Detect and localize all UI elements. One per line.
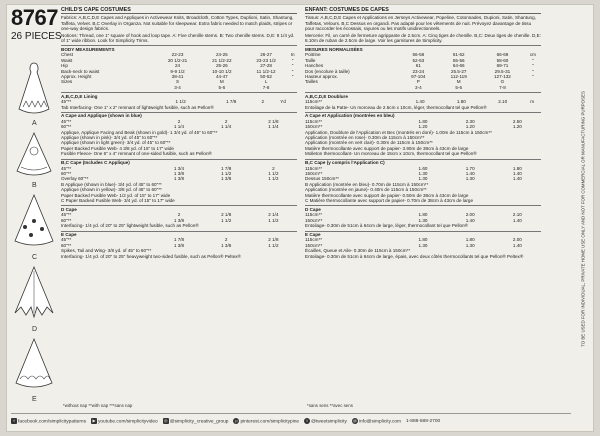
english-nap-legend: *without nap **with nap ***sans nap: [63, 403, 133, 408]
yardage-section-title: A Cape et Application (montrées en bleu): [305, 112, 541, 119]
table-cell: Approx. Height: [61, 73, 92, 79]
cape-c-drawing: [11, 191, 57, 261]
yardage-note: Matière thermocollante avec support de papier- 3.90m de 38cm à 43cm de large: [305, 145, 469, 151]
yardage-table: [305, 166, 541, 182]
table-cell: 2: [261, 99, 265, 105]
youtube-link[interactable]: ▶ youtube.com/simplicityvideo: [92, 417, 158, 425]
yardage-note: Application (montrée en vert clair)- 0.30m de 115cm à 150cm**: [305, 140, 433, 146]
table-cell: 1 1/4: [221, 124, 232, 130]
table-cell: 21 1/2-22: [212, 57, 232, 63]
table-cell: 1 3/8: [173, 176, 185, 182]
pattern-number: 8767: [11, 5, 58, 30]
table-cell: 1.40: [512, 176, 522, 182]
table-cell: 1.30: [418, 242, 428, 248]
french-column: [305, 7, 541, 259]
table-cell: 1.30: [418, 170, 428, 176]
table-cell: Back-neck to waist: [61, 68, 100, 74]
yardage-note: Application (montrée en jaune)- 0.40m de 115cm à 150cm**: [305, 187, 427, 193]
french-nap-legend: *sans sens **avec sens: [307, 403, 353, 408]
table-cell: 1.70: [465, 165, 475, 171]
table-cell: 1 7/8: [221, 165, 232, 171]
english-fabrics: Fabrics: A,B,C,D,E Capes and Appliques in Activewear Knits, Broadcloth, Cotton Types, Duplioni, Satin, Shantung, Taffeta, Velvet. B,C Overlay in Organza. Not suitable for sleepwear. Extra fabric needed to match plaids, stripes or one-way design fabrics.: [61, 15, 294, 32]
table-cell: Taille: [305, 57, 316, 63]
table-row: [305, 85, 541, 90]
english-column: [61, 7, 297, 259]
table-cell: 60"**: [61, 242, 72, 248]
table-cell: 1.80: [418, 118, 428, 124]
table-cell: 2: [177, 118, 181, 124]
table-cell: 61: [415, 63, 421, 69]
table-cell: 2 1/8: [221, 212, 232, 218]
table-cell: Yd: [280, 99, 286, 105]
table-cell: 61-62: [452, 52, 465, 58]
table-cell: 2: [224, 237, 228, 243]
yardage-note: Écailles, Queue et Aile- 0.30m de 115cm à 150cm**: [305, 248, 411, 254]
yardage-section-title: A,B,C,D,E Lining: [61, 92, 297, 99]
table-cell: 1 3/8: [221, 242, 232, 248]
table-cell: 11 1/2-12: [256, 68, 276, 74]
email-link[interactable]: @ info@simplicity.com: [352, 417, 402, 425]
social-footer: [11, 413, 571, 428]
cape-figure-d: [11, 263, 57, 333]
side-legal-text: [575, 15, 591, 423]
table-row: [61, 85, 297, 90]
english-body-table: [61, 52, 297, 90]
yardage-note: C Paper Backed Fusible Web- 3/4 yd. of 15" to 17" wide: [61, 198, 175, 203]
table-cell: 1 3/8: [221, 176, 232, 182]
table-cell: 9-9 1/2: [170, 68, 185, 74]
table-cell: 2: [272, 165, 275, 171]
french-title: ENFANT: COSTUMES DE CAPES: [305, 7, 541, 14]
pinterest-link[interactable]: p pinterest.com/simplicitypine: [235, 417, 300, 425]
yardage-note: Application, Doublure de l'Application et Bec (montrés en doré)- 1.00m de 115cm à 150cm**: [305, 129, 492, 135]
table-cell: ": [291, 73, 294, 79]
table-cell: 1 7/8: [173, 237, 185, 243]
table-cell: 1.30: [465, 242, 475, 248]
yardage-table: [61, 119, 297, 130]
yardage-table: [61, 212, 297, 223]
french-fabrics: Tissus: A,B,C,D,E Capes et Applications en Jerseys Activewear, Popeline, Cotonnades, Dupioni, Satin, Shantung, Taffetas, Velours. B,C Dessus en organdi. Pas adapté pour les vêtements de nuit. Prévoyez davantage de tissu pour raccorder les écossais, rayures ou les motifs unidirectionnels.: [305, 15, 536, 32]
table-cell: ": [532, 73, 534, 79]
yardage-note: Entoilage de la Patte- Un morceau de 2.5cm x 10cm, léger, thermocollant tel que Pellon®: [305, 104, 487, 110]
side-legal-line: TO BE USED FOR INDIVIDUAL, PRIVATE HOME USE ONLY AND NOT FOR COMMERCIAL OR MANUFACTURING PURPOSES: [580, 91, 586, 347]
table-cell: 1 1/2: [268, 217, 279, 223]
table-cell: Hanches: [305, 63, 324, 69]
table-cell: 69-71: [496, 63, 509, 69]
table-cell: 1.30: [465, 176, 475, 182]
table-cell: 1 1/4: [268, 124, 279, 130]
french-notions: Mercerie: Fil, un carré de fermeture agrippante de 2.5cm. A: Cinq tiges de chenille. B,C: Deux tiges de chenille. D,E: 8.10m de ruban de 2.5cm de large. Voir les garnitures de Simplicity.: [305, 32, 541, 44]
yardage-note: Interfacing- 1/4 yd. of 20" to 25" heavyweight two-sided fusible, such as Pellon® Peltex®: [61, 253, 241, 259]
french-body-title: MESURES NORMALISÉES: [305, 45, 541, 52]
cape-d-drawing: [11, 263, 57, 333]
table-cell: 1 1/2: [221, 170, 232, 176]
table-cell: [288, 85, 297, 90]
table-cell: 2: [224, 118, 228, 124]
table-cell: 66-69: [496, 52, 509, 58]
table-cell: 1.40: [465, 217, 475, 223]
table-cell: 2.30: [465, 118, 475, 124]
table-cell: 1.20: [512, 124, 522, 130]
table-cell: Dessus 150cm**: [305, 176, 339, 182]
figure-label-d: D: [32, 326, 38, 333]
table-cell: cm: [529, 52, 536, 58]
english-notions: Notions: Thread, one 1" square of hook and loop tape. A: Five chenille stems. B: Two chenille stems. D,E: 8 1/4 yd. of 1" wide ribbon. Look for Simplicity Trims.: [61, 32, 295, 44]
table-cell: 150cm**: [305, 170, 323, 176]
pinterest-icon: p: [235, 417, 238, 423]
phone-number: 1-888-588-2700: [406, 418, 441, 424]
table-cell: 23-23 1/2: [256, 57, 276, 63]
yardage-section-title: A Cape and Applique (shown in blue): [61, 112, 297, 119]
table-cell: 25.5-27: [450, 68, 467, 74]
yardage-note: Tab Interfacing- One 1" x 2" remnant of lightweight fusible, such as Pellon®: [61, 104, 214, 110]
yardage-section-title: D Cape: [61, 205, 297, 212]
table-cell: 64-66: [452, 63, 465, 69]
table-cell: 1.80: [512, 165, 522, 171]
yardage-note: Paper Backed Fusible Web- 4 3/8 yd. of 15" to 17" wide: [61, 145, 174, 151]
table-cell: 2.10: [498, 99, 508, 105]
table-cell: 3-4: [415, 84, 422, 90]
table-cell: 150cm**: [305, 242, 323, 248]
yardage-note: C Matière thermocollante avec support de papier- 0.70m de 38cm à 43cm de large: [305, 198, 474, 203]
table-cell: 45"**: [61, 165, 72, 171]
table-cell: Hip: [61, 63, 68, 69]
yardage-section-title: B,C Cape (Includes C Applique): [61, 159, 297, 166]
figure-label-c: C: [32, 254, 38, 261]
table-cell: 58-60: [496, 57, 509, 63]
table-cell: 55-56: [452, 57, 465, 63]
instagram-icon: ◎: [163, 417, 168, 423]
piece-count: 26 PIECES: [11, 31, 62, 42]
figure-label-e: E: [32, 396, 37, 403]
table-cell: 45"**: [61, 237, 72, 243]
cape-figure-e: [11, 335, 57, 405]
email-icon: @: [352, 417, 357, 423]
table-cell: 1 1/2: [268, 170, 279, 176]
table-cell: 24-25: [215, 52, 228, 58]
table-cell: 2.00: [512, 237, 522, 243]
table-cell: Hauteur approx.: [305, 73, 338, 79]
table-cell: 2 1/8: [268, 118, 279, 124]
facebook-icon: f: [11, 418, 17, 424]
table-cell: Overlay 60"**: [61, 176, 89, 182]
yardage-note: Application (montrée en rose)- 0.30m de 115cm à 150cm**: [305, 135, 425, 141]
table-cell: M: [219, 79, 224, 85]
table-cell: 1 7/8: [226, 99, 237, 105]
yardage-section-title: D Cape: [305, 205, 541, 212]
english-title: CHILD'S CAPE COSTUMES: [61, 7, 297, 14]
table-cell: 56-58: [412, 52, 425, 58]
yardage-table: [305, 212, 541, 223]
table-cell: 27-28: [260, 63, 272, 69]
table-cell: 115cm**: [305, 118, 323, 124]
table-cell: 26-27: [260, 52, 272, 58]
table-cell: Waist: [61, 57, 73, 63]
table-cell: ": [291, 68, 294, 74]
table-cell: 115cm**: [305, 212, 323, 218]
table-cell: 5-6: [218, 84, 226, 90]
table-cell: 1 1/2: [221, 217, 232, 223]
table-cell: 20 1/2-21: [167, 57, 188, 63]
table-cell: Poitrine: [305, 52, 321, 58]
table-cell: 2 1/8: [268, 237, 279, 243]
table-cell: 115cm**: [305, 237, 323, 243]
yardage-section-title: E Cape: [61, 231, 297, 238]
table-cell: 23-24: [412, 68, 425, 74]
table-cell: 1 3/8: [173, 217, 185, 223]
table-cell: 1.20: [465, 124, 475, 130]
table-cell: Sizes: [61, 79, 73, 85]
table-cell: 29.5-31: [494, 68, 511, 74]
table-cell: 115cm**: [305, 165, 323, 171]
table-cell: 7-8: [262, 84, 270, 90]
table-cell: 1.40: [512, 170, 522, 176]
table-cell: m: [530, 99, 535, 105]
yardage-note: Paper Backed Fusible Web- 1/2 yd. of 15" to 17" wide: [61, 192, 171, 198]
table-cell: 24: [174, 63, 181, 69]
youtube-icon: ▶: [92, 417, 96, 423]
yardage-note: Interfacing- 1/4 yd. of 20" to 25" lightweight fusible, such as Pellon®: [61, 223, 199, 229]
yardage-table: [61, 237, 297, 248]
table-cell: 97-104: [411, 73, 426, 79]
table-cell: 1 3/8: [173, 170, 185, 176]
pattern-envelope-back: [6, 4, 594, 432]
yardage-note: Fusible Fleece- One 6" x 4" remnant of one-sided fusible, such as Pellon®: [61, 151, 212, 157]
table-cell: ": [532, 63, 534, 69]
table-cell: Tailles: [305, 79, 318, 85]
table-cell: 1.40: [512, 217, 522, 223]
yardage-note: Applique (shown in pink)- 3/4 yd. of 45" to 60"**: [61, 135, 158, 141]
table-cell: 1.40: [415, 99, 425, 105]
table-cell: 1.80: [418, 212, 428, 218]
table-cell: 1 1/2: [268, 242, 279, 248]
yardage-table: [305, 237, 541, 248]
table-cell: 45"**: [61, 99, 72, 105]
table-cell: 2.00: [465, 212, 475, 218]
table-cell: 127-132: [494, 73, 511, 79]
table-cell: 2: [177, 212, 181, 218]
table-cell: Chest: [61, 52, 74, 58]
yardage-note: Entoilage- 0.30m de 51cm à 64cm de large, épais, avec deux côtés thermocollants tel que Pellon® Peltex®: [305, 253, 524, 259]
table-cell: 1.30: [418, 217, 428, 223]
french-body-table: [305, 52, 541, 90]
table-cell: 1 3/4: [173, 165, 185, 171]
table-cell: M: [456, 79, 461, 85]
yardage-table: [305, 119, 541, 130]
table-cell: In: [290, 52, 295, 58]
table-cell: 1.30: [418, 176, 428, 182]
table-cell: [525, 85, 541, 90]
yardage-note: Applique (shown in yellow)- 3/8 yd. of 45" to 60"**: [61, 187, 162, 193]
french-yardage: [305, 92, 541, 259]
table-cell: ": [532, 68, 534, 74]
yardage-note: B Applique (shown in blue)- 3/4 yd. of 45" to 60"**: [61, 181, 162, 187]
cape-figure-b: [11, 129, 57, 189]
table-cell: 150cm**: [305, 124, 323, 130]
twitter-icon: t: [304, 418, 310, 424]
cape-a-drawing: [11, 57, 57, 127]
table-cell: ": [291, 57, 294, 63]
cape-e-drawing: [11, 335, 57, 405]
table-cell: Dos (encolure à taille): [305, 68, 350, 74]
table-cell: G: [500, 79, 505, 85]
table-cell: 1 1/2: [175, 99, 186, 105]
table-cell: 3-4: [174, 84, 181, 90]
table-cell: 1.20: [418, 124, 428, 130]
cape-b-drawing: [11, 129, 57, 189]
table-cell: 7-8: [499, 84, 506, 90]
table-cell: 150cm**: [305, 217, 323, 223]
table-cell: 5-6: [455, 84, 463, 90]
yardage-section-title: E Cape: [305, 231, 541, 238]
table-cell: 38-41: [171, 73, 184, 79]
table-cell: 1 1/4: [173, 124, 185, 130]
table-cell: 1.40: [512, 242, 522, 248]
table-cell: ": [532, 57, 534, 63]
table-cell: 2.10: [512, 212, 522, 218]
figure-label-a: A: [32, 120, 37, 127]
yardage-note: Entoilage- 0.30m de 51cm à 64cm de large, léger, thermocollant tel que Pellon®: [305, 223, 468, 229]
table-cell: 60"**: [61, 217, 72, 223]
table-cell: 10-10 1/2: [212, 68, 232, 74]
table-cell: 45"**: [61, 212, 72, 218]
table-cell: 50-52: [260, 73, 272, 79]
table-cell: 45"**: [61, 118, 72, 124]
yardage-section-title: A,B,C,D,E Doublure: [305, 92, 541, 99]
table-cell: 1.80: [465, 237, 475, 243]
table-cell: 1.60: [418, 165, 428, 171]
table-cell: ": [291, 63, 294, 69]
table-cell: 1.80: [456, 99, 466, 105]
table-cell: 1 3/8: [173, 242, 185, 248]
english-yardage: [61, 92, 297, 259]
english-body-title: BODY MEASUREMENTS: [61, 45, 297, 52]
yardage-table: [61, 166, 297, 182]
table-cell: 2.50: [512, 118, 522, 124]
yardage-note: Spikes, Tail and Wing- 3/8 yd. of 45" to 60"**: [61, 248, 152, 254]
table-cell: [61, 85, 155, 90]
table-cell: 60"**: [61, 124, 72, 130]
yardage-note: Applique, Applique Facing and Beak (shown in gold)- 1 3/4 yd. of 45" to 60"**: [61, 129, 218, 135]
instagram-link[interactable]: ◎ @simplicity_creative_group: [163, 417, 229, 425]
table-cell: 44-47: [215, 73, 228, 79]
yardage-section-title: B,C Cape (y compris l'Application C): [305, 159, 541, 166]
table-cell: 22-23: [171, 52, 184, 58]
cape-figure-c: [11, 191, 57, 261]
table-cell: 60"**: [61, 170, 72, 176]
yardage-note: Applique (shown in light green)- 3/4 yd. of 45" to 60"**: [61, 140, 171, 146]
table-cell: 1.40: [465, 170, 475, 176]
yardage-note: B Application (montrée en bleu)- 0.70m de 115cm à 150cm**: [305, 181, 429, 187]
table-cell: L: [264, 79, 268, 85]
table-cell: 52-53: [412, 57, 425, 63]
table-cell: P: [416, 79, 420, 85]
table-cell: [305, 85, 399, 90]
table-cell: 2 1/4: [268, 212, 279, 218]
table-cell: 25-26: [215, 63, 228, 69]
facebook-link[interactable]: f facebook.com/simplicitypatterns: [11, 418, 86, 424]
table-cell: 1 1/2: [268, 176, 279, 182]
table-cell: 115cm**: [305, 99, 323, 105]
figure-label-b: B: [32, 182, 37, 189]
table-cell: 1.80: [418, 237, 428, 243]
cape-figure-a: [11, 57, 57, 127]
yardage-note: Molleton thermocollant- Un morceau de 15cm x 10cm, thermocollant tel que Pellon®: [305, 151, 477, 157]
twitter-link[interactable]: t @tweetsimplicity: [304, 418, 347, 424]
yardage-note: Matière thermocollante avec support de papier- 0.50m de 38cm à 43cm de large: [305, 192, 469, 198]
table-cell: S: [175, 79, 180, 85]
table-cell: 112-119: [450, 73, 467, 79]
